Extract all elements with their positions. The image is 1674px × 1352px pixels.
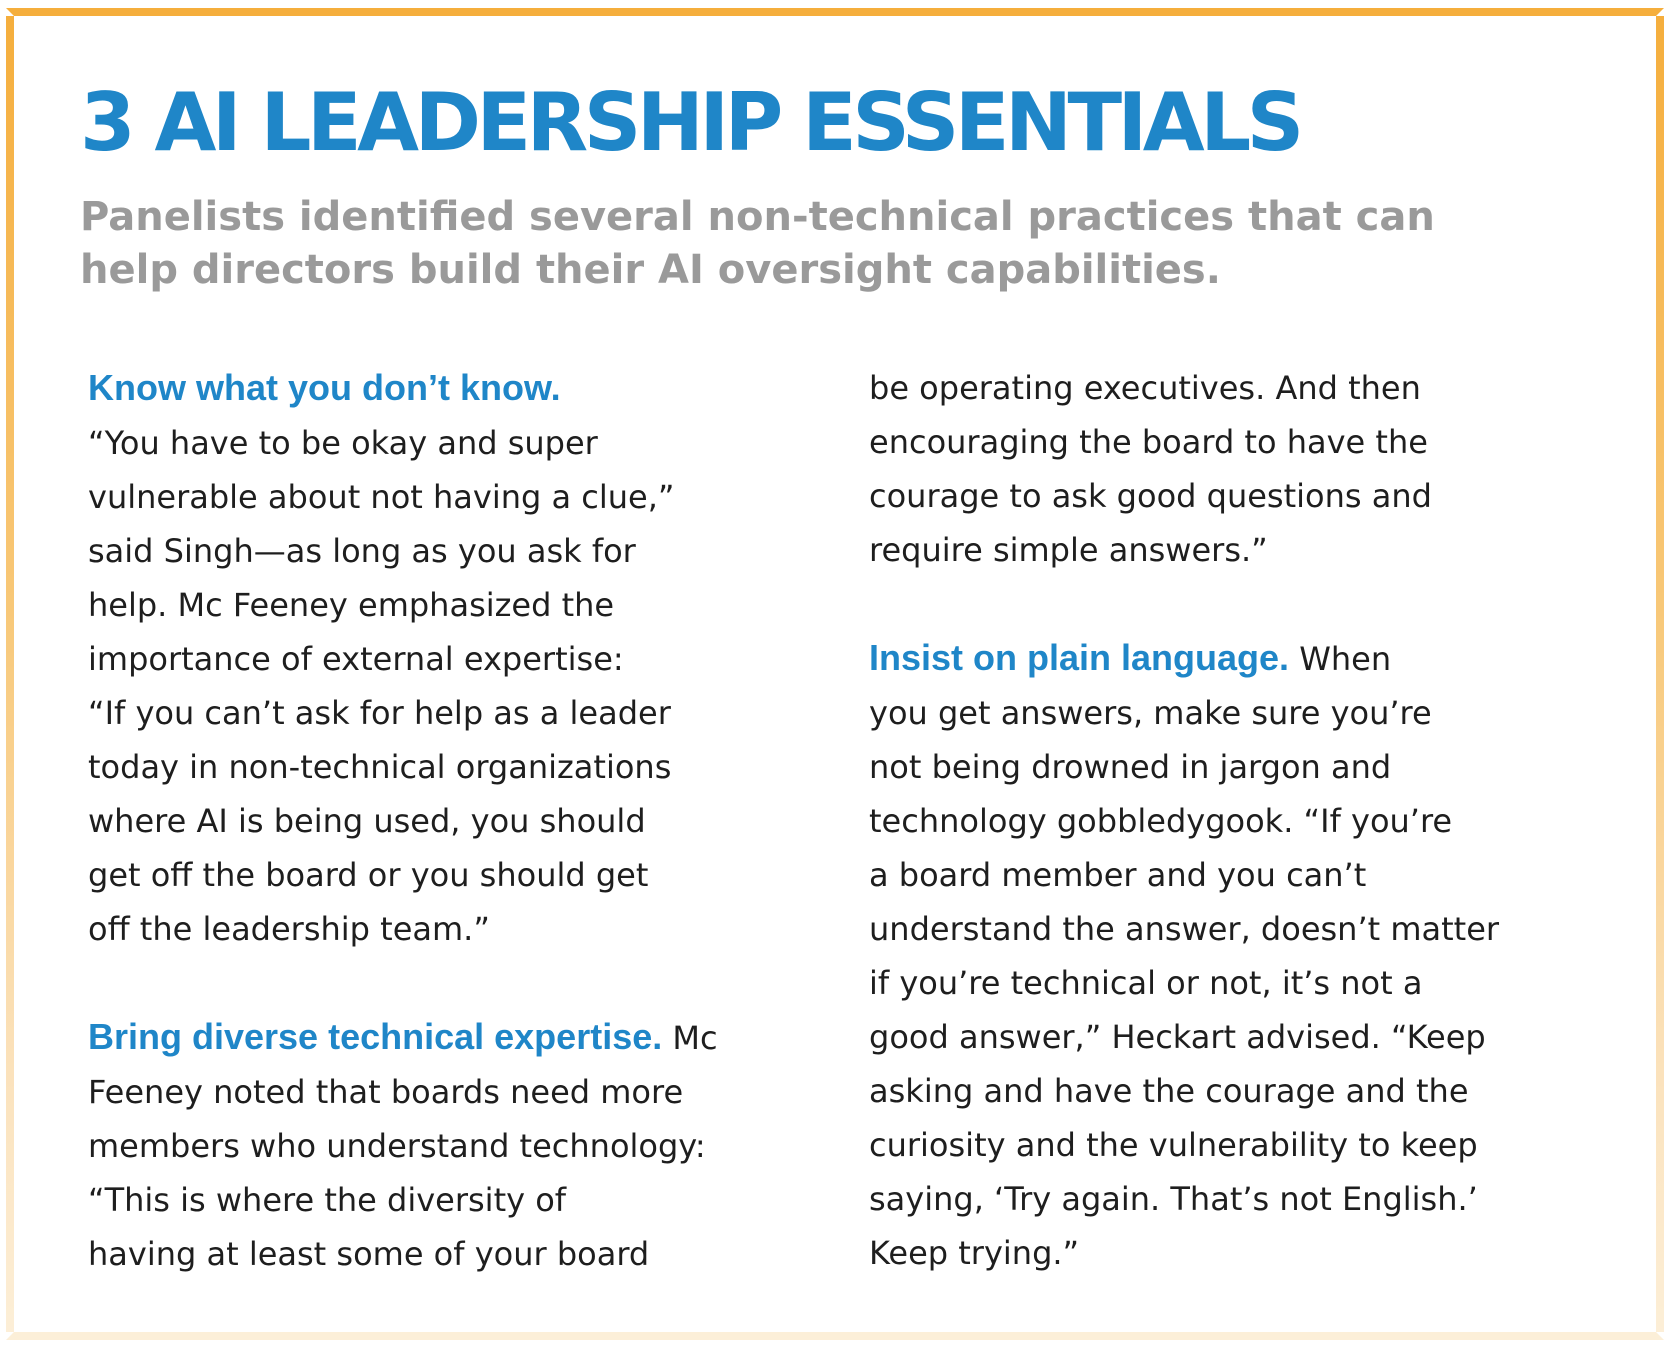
- section-insist-heading: Insist on plain language.: [869, 637, 1290, 678]
- section-insist-line: curiosity and the vulnerability to keep: [869, 1126, 1478, 1164]
- left-column: [88, 361, 888, 1281]
- section-insist-lead-text: When: [1289, 640, 1392, 678]
- section-bring-line: members who understand technology:: [88, 1127, 706, 1165]
- section-bring-line: be operating executives. And then: [869, 369, 1421, 407]
- section-bring-line: encouraging the board to have the: [869, 423, 1428, 461]
- right-column: [869, 361, 1649, 1280]
- section-bring-line: “This is where the diversity of: [88, 1181, 567, 1219]
- section-insist-line: not being drowned in jargon and: [869, 748, 1392, 786]
- section-know-heading-line: [88, 361, 888, 416]
- section-bring-heading: Bring diverse technical expertise.: [88, 1016, 663, 1057]
- section-know-line: today in non-technical organizations: [88, 748, 672, 786]
- section-insist-line: technology gobbledygook. “If you’re: [869, 802, 1453, 840]
- section-know-line: vulnerable about not having a clue,”: [88, 478, 675, 516]
- section-know-heading: Know what you don’t know.: [88, 367, 561, 408]
- section-know-line: “If you can’t ask for help as a leader: [88, 694, 671, 732]
- section-insist-heading-line: [869, 631, 1649, 686]
- section-bring-lead-text: Mc: [662, 1019, 718, 1057]
- paragraph-gap: [88, 956, 888, 1010]
- section-bring-line: having at least some of your board: [88, 1235, 650, 1273]
- page-subtitle: Panelists identified several non-technical practices that can help directors build their AI oversight capabilities.: [80, 194, 1435, 293]
- section-know-line: off the leadership team.”: [88, 910, 490, 948]
- section-insist-line: you get answers, make sure you’re: [869, 694, 1432, 732]
- page-title: 3 AI LEADERSHIP ESSENTIALS: [80, 76, 1300, 169]
- section-insist-line: understand the answer, doesn’t matter: [869, 910, 1500, 948]
- section-know-line: help. Mc Feeney emphasized the: [88, 586, 615, 624]
- section-know-line: importance of external expertise:: [88, 640, 624, 678]
- section-bring-heading-line: [88, 1010, 888, 1065]
- section-insist-line: asking and have the courage and the: [869, 1072, 1469, 1110]
- section-insist-line: saying, ‘Try again. That’s not English.’: [869, 1180, 1478, 1218]
- paragraph-gap: [869, 577, 1649, 631]
- section-insist-line: good answer,” Heckart advised. “Keep: [869, 1018, 1486, 1056]
- section-bring-line: require simple answers.”: [869, 531, 1268, 569]
- section-know-line: where AI is being used, you should: [88, 802, 646, 840]
- section-insist-line: if you’re technical or not, it’s not a: [869, 964, 1423, 1002]
- section-know-line: get off the board or you should get: [88, 856, 649, 894]
- section-insist-line: a board member and you can’t: [869, 856, 1367, 894]
- section-know-line: said Singh—as long as you ask for: [88, 532, 636, 570]
- section-bring-line: courage to ask good questions and: [869, 477, 1432, 515]
- section-insist-line: Keep trying.”: [869, 1234, 1080, 1272]
- section-bring-line: Feeney noted that boards need more: [88, 1073, 684, 1111]
- section-know-line: “You have to be okay and super: [88, 424, 598, 462]
